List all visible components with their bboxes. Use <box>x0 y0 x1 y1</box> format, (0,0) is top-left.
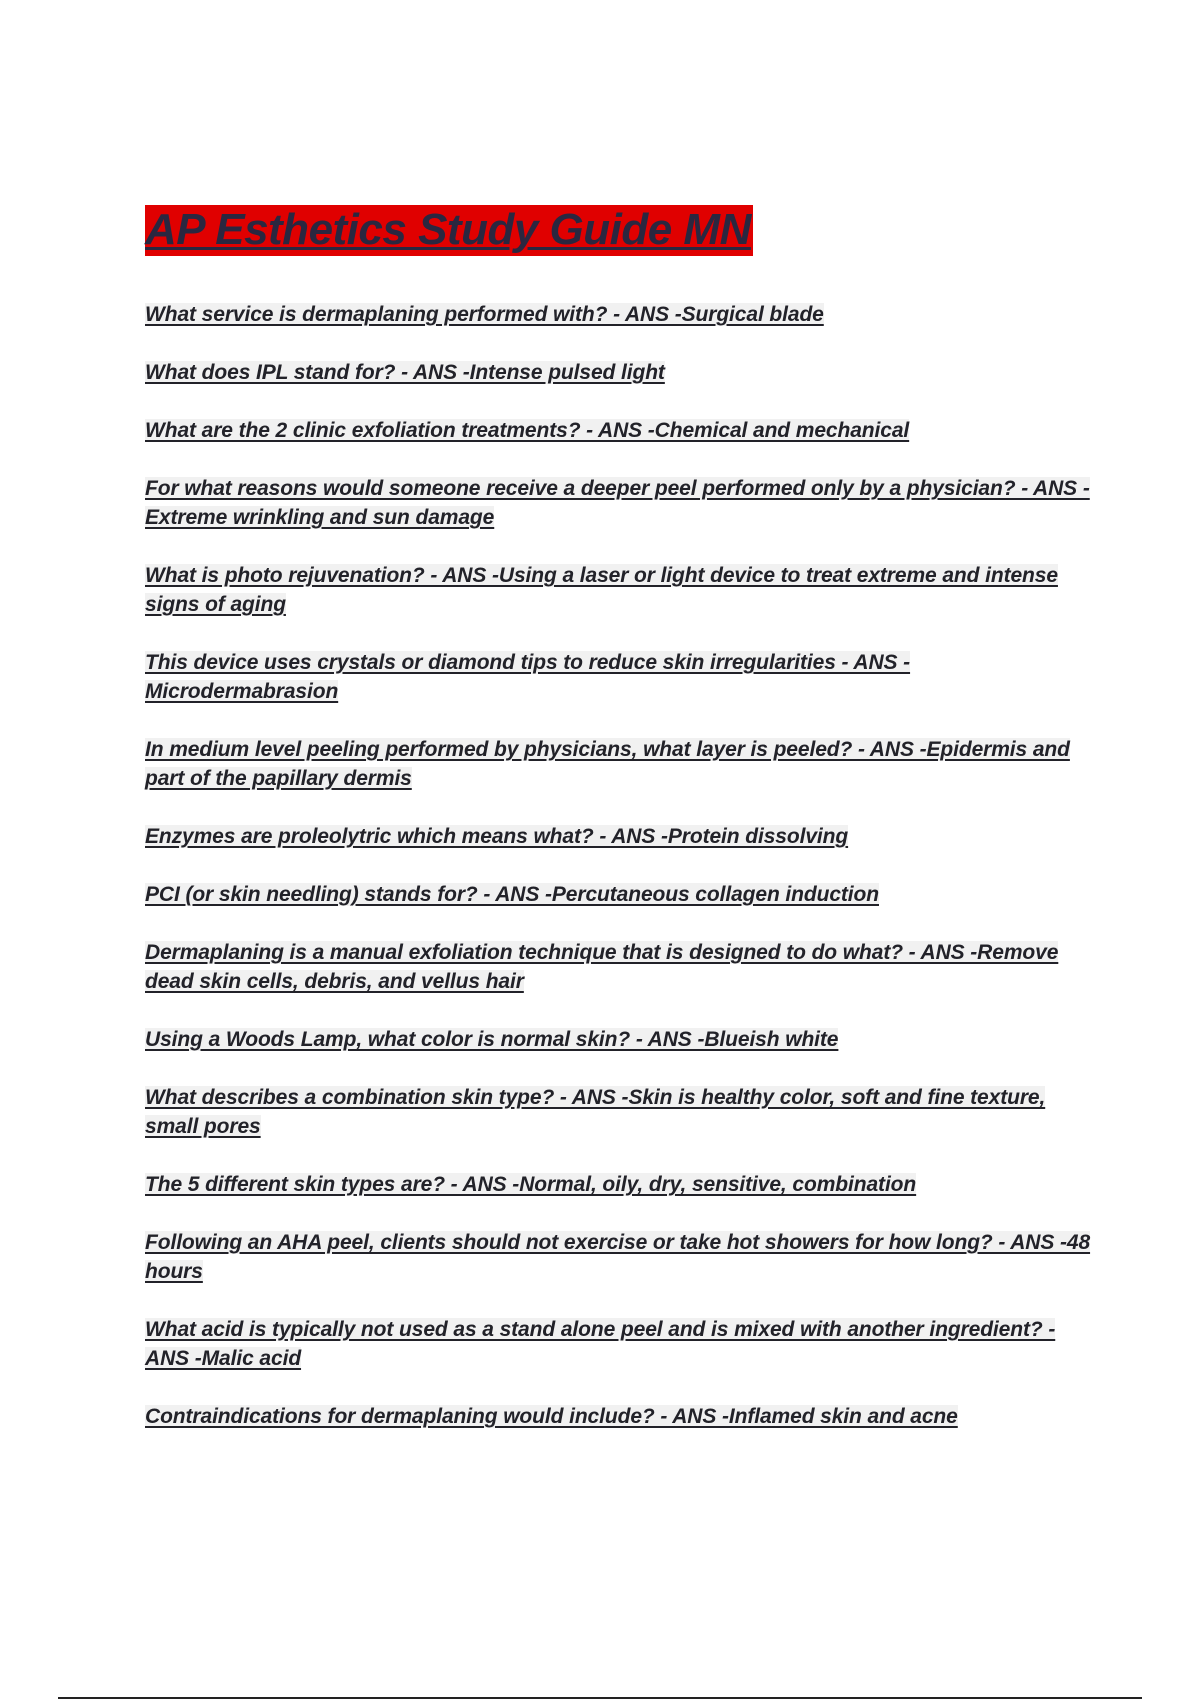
qa-text: Using a Woods Lamp, what color is normal skin? - ANS -Blueish white <box>145 1028 839 1051</box>
qa-text: PCI (or skin needling) stands for? - ANS -Percutaneous collagen induction <box>145 883 879 906</box>
footer-divider <box>58 1697 1142 1699</box>
qa-item <box>145 416 1095 445</box>
qa-item <box>145 300 1095 329</box>
page-title-text: AP Esthetics Study Guide MN <box>145 205 751 254</box>
qa-text: What describes a combination skin type? - ANS -Skin is healthy color, soft and fine texture, small pores <box>145 1086 1046 1138</box>
qa-list <box>145 300 1095 1460</box>
qa-item <box>145 1228 1095 1286</box>
qa-text: For what reasons would someone receive a deeper peel performed only by a physician? - ANS -Extreme wrinkling and sun damage <box>145 477 1090 529</box>
qa-text: What acid is typically not used as a stand alone peel and is mixed with another ingredient? - ANS -Malic acid <box>145 1318 1056 1370</box>
qa-text: What is photo rejuvenation? - ANS -Using a laser or light device to treat extreme and intense signs of aging <box>145 564 1058 616</box>
qa-item <box>145 1025 1095 1054</box>
qa-text: What does IPL stand for? - ANS -Intense pulsed light <box>145 361 665 384</box>
qa-text: What are the 2 clinic exfoliation treatments? - ANS -Chemical and mechanical <box>145 419 910 442</box>
qa-item <box>145 648 1095 706</box>
qa-item <box>145 938 1095 996</box>
qa-item <box>145 358 1095 387</box>
qa-item <box>145 1402 1095 1431</box>
qa-item <box>145 474 1095 532</box>
page-title <box>145 204 753 256</box>
qa-item <box>145 822 1095 851</box>
qa-item <box>145 1315 1095 1373</box>
qa-item <box>145 561 1095 619</box>
qa-item <box>145 1170 1095 1199</box>
qa-text: Dermaplaning is a manual exfoliation technique that is designed to do what? - ANS -Remove dead skin cells, debris, and vellus hair <box>145 941 1059 993</box>
qa-text: The 5 different skin types are? - ANS -Normal, oily, dry, sensitive, combination <box>145 1173 917 1196</box>
qa-item <box>145 880 1095 909</box>
qa-text: Following an AHA peel, clients should not exercise or take hot showers for how long? - ANS -48 hours <box>145 1231 1091 1283</box>
qa-item <box>145 735 1095 793</box>
qa-text: In medium level peeling performed by physicians, what layer is peeled? - ANS -Epidermis and part of the papillary dermis <box>145 738 1070 790</box>
qa-text: What service is dermaplaning performed with? - ANS -Surgical blade <box>145 303 824 326</box>
qa-text: Enzymes are proleolytric which means what? - ANS -Protein dissolving <box>145 825 849 848</box>
qa-text: This device uses crystals or diamond tips to reduce skin irregularities - ANS -Microdermabrasion <box>145 651 911 703</box>
qa-item <box>145 1083 1095 1141</box>
qa-text: Contraindications for dermaplaning would include? - ANS -Inflamed skin and acne <box>145 1405 958 1428</box>
